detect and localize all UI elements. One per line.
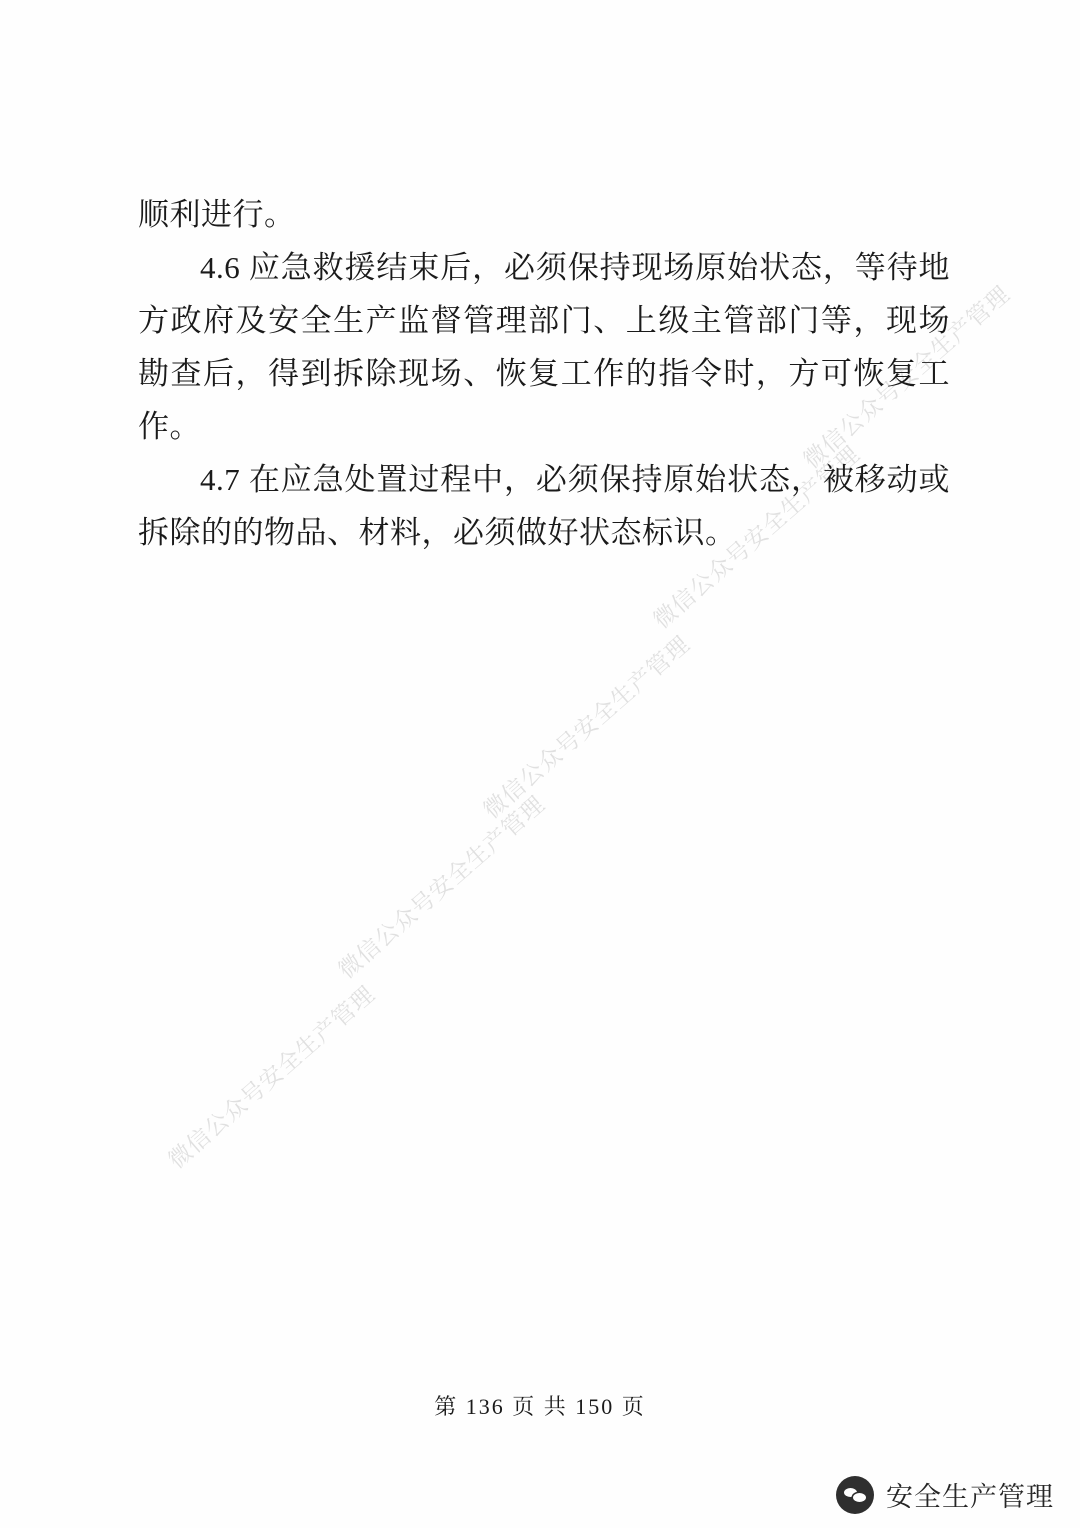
watermark-text: 微信公众号安全生产管理: [333, 790, 550, 984]
paragraph-continuation: 顺利进行。: [138, 197, 296, 232]
page-footer: [0, 1390, 1080, 1421]
paragraph-4-6: 4.6 应急救援结束后，必须保持现场原始状态，等待地方政府及安全生产监督管理部门、上级主管部门等，现场勘查后，得到拆除现场、恢复工作的指令时，方可恢复工作。: [138, 250, 950, 444]
paragraph-4-7: 4.7 在应急处置过程中，必须保持原始状态，被移动或拆除的的物品、材料，必须做好状态标识。: [138, 462, 950, 550]
watermark-text: 微信公众号安全生产管理: [163, 980, 380, 1174]
document-body: [138, 188, 950, 559]
watermark-text: 微信公众号安全生产管理: [798, 280, 1015, 474]
page-number: 第 136 页 共 150 页: [434, 1394, 646, 1419]
watermark-text: 微信公众号安全生产管理: [478, 630, 695, 824]
wechat-icon: [836, 1476, 874, 1514]
brand-name: 安全生产管理: [886, 1482, 1054, 1512]
watermark-text: 微信公众号安全生产管理: [648, 440, 865, 634]
brand-badge: [836, 1475, 1054, 1514]
